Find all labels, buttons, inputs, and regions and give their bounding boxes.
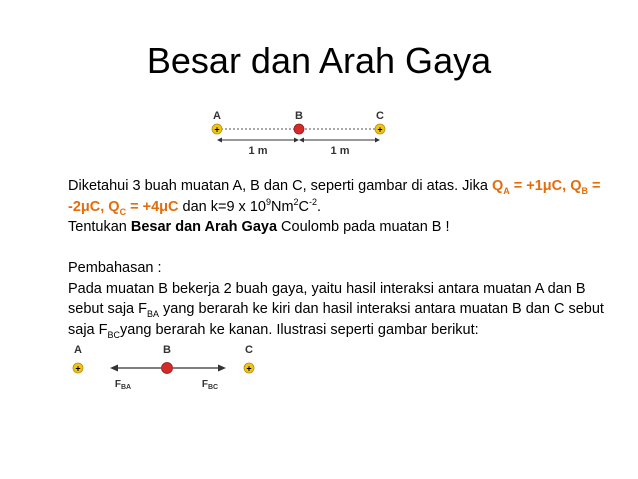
pembahasan-text: Pada muatan B bekerja 2 buah gaya, yaitu hasil interaksi antara muatan A dan B sebut saja $F_{BA}$ yang berarah ke kiri dan hasil interaksi antara muatan B dan C sebut saja $F_{BC}yang$ berarah ke kanan. Ilustrasi seperti gambar berikut: [68,280,604,340]
label-b: B [295,110,303,122]
charge-a-positive [73,363,83,374]
charge-qa: $Q_A = +1\mu C$, [491,178,571,196]
svg-text:+: + [214,124,220,135]
label-b: B [163,344,171,356]
charge-b-negative [162,363,173,374]
label-c: C [245,344,253,356]
question-emphasis: Besar dan Arah Gaya [130,219,278,235]
charge-a-positive [212,124,222,135]
charge-c-positive [375,124,385,135]
charge-b-negative [294,124,304,134]
distance-arrow-bc [299,138,380,143]
body-text [68,176,616,340]
label-a: A [74,344,82,356]
figure-charges-distances [200,104,400,166]
svg-text:+: + [246,363,252,374]
distance-bc-label: 1 m [330,145,350,157]
problem-statement: Diketahui 3 buah muatan A, B dan C, seperti gambar di atas. Jika $Q_A = +1\mu C$, $Q_B = -2\mu C$, $Q_C = +4\mu C$ dan k=9 x $10^9Nm^2C^{-2}$. [68,178,601,217]
force-bc-label: $F_{BC}$ [201,379,219,391]
charge-qb: $Q_B = -2\mu C$, [68,178,601,215]
charge-qc: $Q_C = +4\mu C$ [108,198,179,217]
svg-text:+: + [75,363,81,374]
question-line: Tentukan Besar dan Arah Gaya Coulomb pada muatan B ! [68,219,450,235]
label-c: C [376,110,384,122]
figure-forces [60,341,270,403]
pembahasan-heading: Pembahasan : [68,260,162,276]
distance-ab-label: 1 m [248,145,268,157]
force-arrow-ba [110,365,161,372]
charge-c-positive [244,363,254,374]
slide-title: Besar dan Arah Gaya [146,40,492,81]
distance-arrow-ab [217,138,299,143]
force-arrow-bc [173,365,226,372]
force-ba-label: $F_{BA}$ [114,379,132,391]
label-a: A [213,110,221,122]
svg-text:+: + [377,124,383,135]
